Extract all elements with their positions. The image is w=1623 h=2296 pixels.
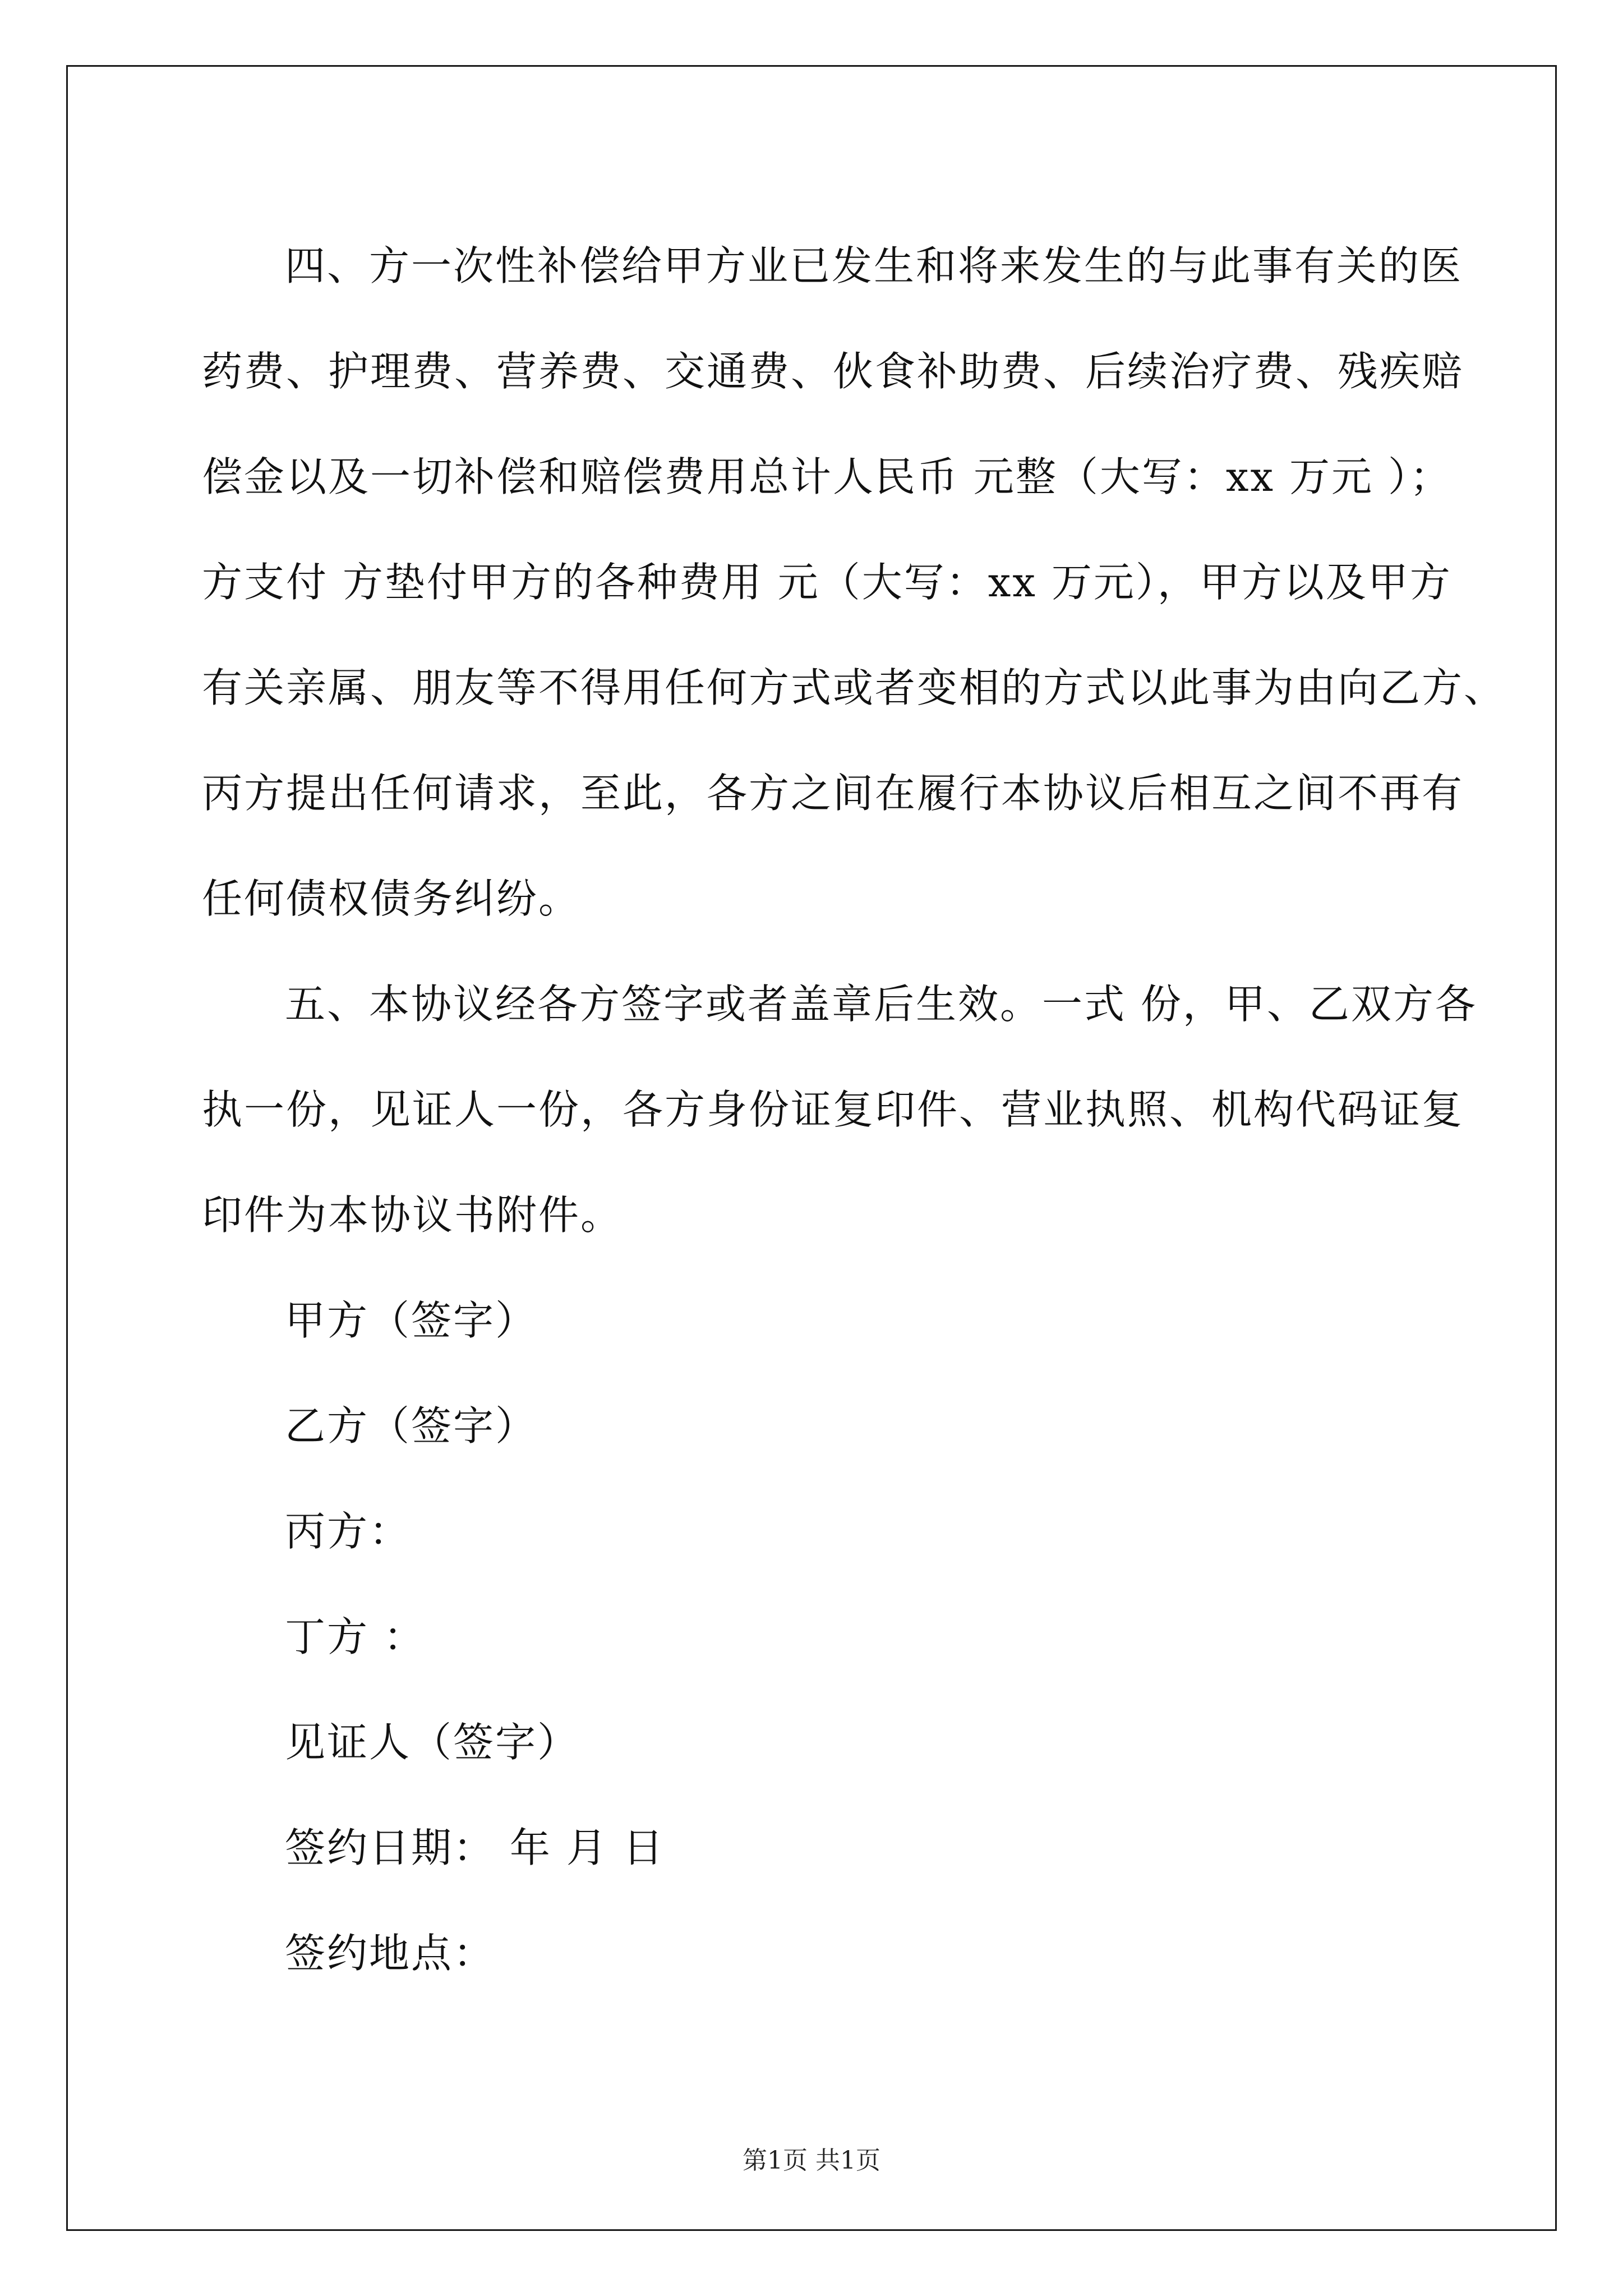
page-footer: 第1页 共1页: [743, 2146, 880, 2175]
section-5-paragraph: [202, 951, 1492, 1268]
sign-place: 签约地点：: [285, 1930, 496, 1977]
party-a-signature: 甲方（签字）: [285, 1297, 538, 1344]
section-4-line-3: 偿金以及一切补偿和赔偿费用总计人民币 元整（大写：xx 万元 ）；: [202, 453, 1452, 500]
section-5-line-1: 五、本协议经各方签字或者盖章后生效。一式 份，甲、乙双方各: [285, 981, 1477, 1028]
section-5-line-3: 印件为本协议书附件。: [202, 1191, 623, 1239]
party-d-signature: 丁方 ：: [285, 1613, 426, 1660]
section-4-line-6: 丙方提出任何请求，至此，各方之间在履行本协议后相互之间不再有: [202, 770, 1464, 817]
section-4-line-2: 药费、护理费、营养费、交通费、伙食补助费、后续治疗费、残疾赔: [202, 348, 1464, 395]
sign-date: 签约日期： 年 月 日: [285, 1824, 665, 1871]
party-c-signature: 丙方：: [285, 1508, 412, 1555]
section-4-line-5: 有关亲属、朋友等不得用任何方式或者变相的方式以此事为由向乙方、: [202, 664, 1506, 711]
section-4-line-7: 任何债权债务纠纷。: [202, 875, 581, 922]
party-b-signature: 乙方（签字）: [285, 1402, 538, 1450]
document-body: [202, 213, 1506, 2006]
witness-signature: 见证人（签字）: [285, 1719, 580, 1766]
section-4-paragraph: [202, 213, 1506, 951]
section-4-line-1: 四、方一次性补偿给甲方业已发生和将来发生的与此事有关的医: [285, 242, 1463, 289]
section-4-line-4: 方支付 方垫付甲方的各种费用 元（大写：xx 万元），甲方以及甲方: [202, 559, 1452, 606]
section-5-line-2: 执一份，见证人一份，各方身份证复印件、营业执照、机构代码证复: [202, 1086, 1464, 1133]
